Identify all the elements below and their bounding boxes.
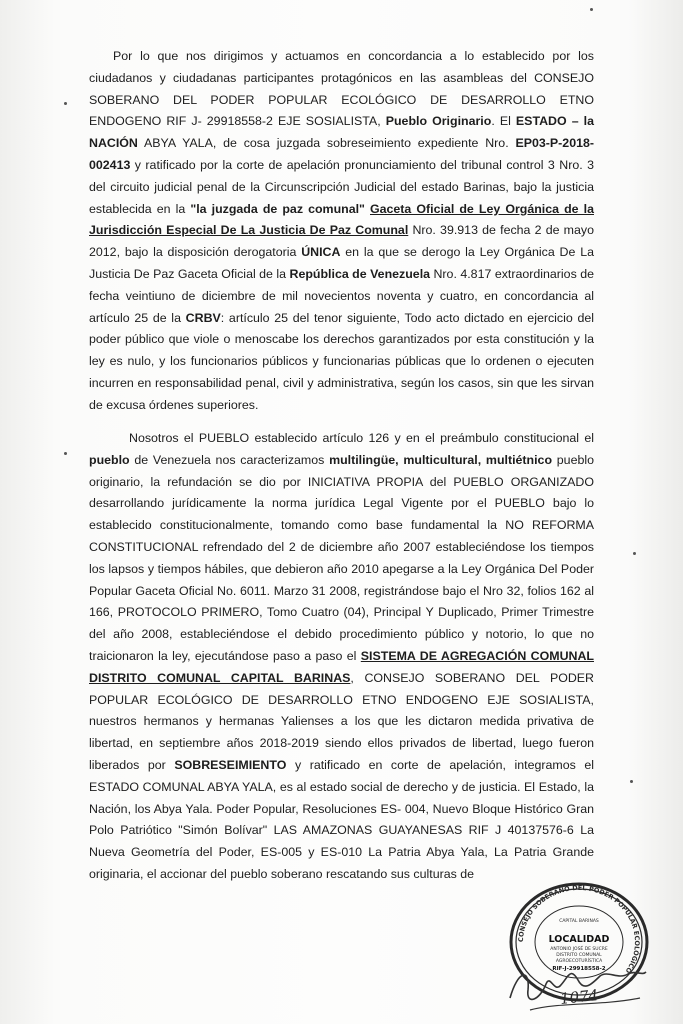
bold-run: ÚNICA [301,245,341,260]
stamp-line: DISTRITO COMUNAL [556,953,602,958]
scan-speck [633,552,636,555]
stamp-center-text: LOCALIDAD [548,934,610,945]
handwritten-signature [500,940,650,1020]
stamp-line: ANTONIO JOSÉ DE SUCRE [550,947,608,952]
bold-run: Pueblo Originario [385,114,492,129]
text-run: Nro. 4.817 extraordinarios de fecha veintiuno de diciembre de mil novecientos noventa y cuatro, en concordancia al artículo 25 de la [89,266,595,325]
text-run: en la que se derogo la Ley Orgánica De La Justicia De Paz Gaceta Oficial de la [89,245,594,281]
text-run: Nro. 39.913 de fecha 2 de mayo 2012, bajo la disposición derogatoria [89,223,594,260]
text-run: : artículo 25 del tenor siguiente, Todo acto dictado en ejercicio del poder público que viole o menoscabe los derechos garantizados por esta constitución y la ley es nulo, y los funcionarios públicos y funcionarias públicas que lo ordenen o ejecuten incurren en responsabilidad penal, civil y administrativa, según los casos, sin que les sirvan de excusa órdenes superiores. [89,310,594,412]
scan-speck [630,780,633,783]
handwritten-page-number: 1074 [559,986,600,1008]
stamp-ring-text: CONSEJO SOBERANO DEL PODER POPULAR ECOLÓGICO [516,883,642,975]
bold-run: República de Venezuela [289,266,431,281]
scan-speck [64,102,67,105]
text-run: Por lo que nos dirigimos y actuamos en concordancia a lo establecido por los ciudadanos y ciudadanas participantes protagónicos en las asambleas del CONSEJO SOBERANO DEL PODER POPULAR ECOLÓGICO DE DESARROLLO ETNO ENDOGENO RIF J- 29918558-2 EJE SOSIALISTA, [89,49,594,129]
paragraph-1-text [89,46,594,417]
stamp-line: AGROECOTURÍSTICA [555,959,603,964]
bold-run: "la juzgada de paz comunal" [190,201,365,216]
text-run: ABYA YALA, de cosa juzgada sobreseimiento expediente Nro. [137,136,516,151]
bold-run: SOBRESEIMIENTO [174,757,287,772]
text-run: de Venezuela nos caracterizamos [129,452,330,467]
text-run: . El [491,114,516,129]
text-run: y ratificado en corte de apelación, integramos el ESTADO COMUNAL ABYA YALA, es al estado social de derecho y de justicia. El Estado, la Nación, los Abya Yala. Poder Popular, Resoluciones ES- 004, Nuevo Bloque Histórico Gran Polo Patriótico "Simón Bolívar" LAS AMAZONAS GUAYANESAS RIF J 40137576-6 La Nueva Geometría del Poder, ES-005 y ES-010 La Patria Abya Yala, La Patria Grande originaria, el accionar del pueblo soberano rescatando sus culturas de [89,757,594,881]
scan-speck [64,452,67,455]
text-run: , CONSEJO SOBERANO DEL PODER POPULAR ECOLÓGICO DE DESARROLLO ETNO ENDOGENO EJE SOSIALISTA, nuestros hermanos y hermanas Yalienses a los que les dictaron medida privativa de libertad, en septiembre años 2018-2019 siendo ellos privados de libertad, luego fueron liberados por [89,670,595,772]
paragraph-1 [89,46,594,417]
bold-run: multilingüe, multicultural, multiétnico [329,452,553,467]
stamp-line: CAPITAL BARINAS [559,919,599,924]
text-run: y ratificado por la corte de apelación pronunciamiento del tribunal control 3 Nro. 3 del circuito judicial penal de la Circunscripción Judicial del estado Barinas, bajo la justicia establecida en la [89,157,594,216]
paragraph-2 [89,428,594,886]
scan-speck [590,8,593,11]
bold-run: ESTADO – la NACIÓN [89,114,595,151]
bold-underlined-run: Gaceta Oficial de Ley Orgánica de la Jurisdicción Especial De La Justicia De Paz Comunal [89,201,594,238]
stamp-rif: RIF-J-29918558-2 [552,966,606,972]
bold-run: CRBV [185,310,221,325]
paragraph-2-text [89,428,594,886]
bold-run: EP03-P-2018-002413 [89,136,594,172]
text-run: pueblo originario, la refundación se dio por INICIATIVA PROPIA del PUEBLO ORGANIZADO desarrollando jurídicamente la norma jurídica Legal Vigente por el PUEBLO bajo lo establecido constitucionalmente, tomando como base fundamental la NO REFORMA CONSTITUCIONAL refrendado del 2 de diciembre año 2007 estableciéndose los tiempos los lapsos y tiempos hábiles, que debieron año 2010 apegarse a la Ley Orgánica Del Poder Popular Gaceta Oficial No. 6011. Marzo 31 2008, registrándose bajo el Nro 32, folios 162 al 166, PROTOCOLO PRIMERO, Tomo Cuatro (04), Principal Y Duplicado, Primer Trimestre del año 2008, estableciéndose el debido procedimiento público y notorio, lo que no traicionaron la ley, ejecutándose paso a paso el [89,452,594,663]
bold-run: pueblo [89,452,130,467]
text-run: Nosotros el PUEBLO establecido artículo 126 y en el preámbulo constitucional el [129,431,594,445]
bold-underlined-run: SISTEMA DE AGREGACIÓN COMUNAL DISTRITO COMUNAL CAPITAL BARINAS [89,648,594,685]
